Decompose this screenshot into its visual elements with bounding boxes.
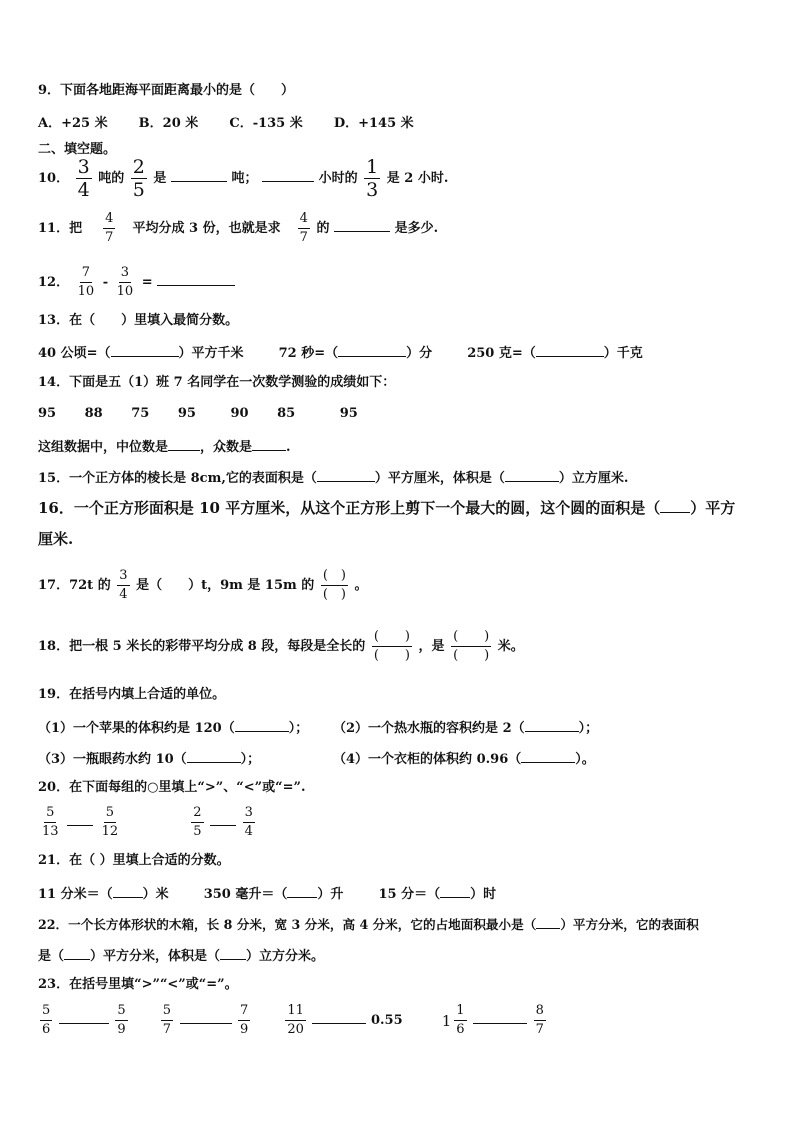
q23-decimal: 0.55 bbox=[370, 1013, 403, 1028]
q20-blank-2[interactable] bbox=[210, 811, 236, 826]
q10-blank-1[interactable] bbox=[171, 167, 227, 182]
q12-fraction-1: $\frac{7}{10}$ bbox=[77, 265, 95, 299]
q13-blank-2[interactable] bbox=[338, 342, 406, 357]
q23-fraction-d: $\frac{7}{9}$ bbox=[240, 1003, 249, 1037]
q11-fraction-2: $\frac{4}{7}$ bbox=[299, 211, 308, 245]
q23-fraction-e: $\frac{11}{20}$ bbox=[287, 1003, 304, 1037]
q11-blank[interactable] bbox=[334, 217, 390, 232]
q20-fraction-b: $\frac{5}{12}$ bbox=[101, 805, 119, 839]
q15: 15．一个正方体的棱长是 8cm,它的表面积是（ ）平方厘米，体积是（ ）立方厘米. bbox=[38, 467, 628, 488]
q19-stem: 19．在括号内填上合适的单位。 bbox=[38, 687, 226, 702]
q11-fraction-1: $\frac{4}{7}$ bbox=[105, 211, 114, 245]
q23-blank-3[interactable] bbox=[312, 1009, 366, 1024]
q13-blank-1[interactable] bbox=[111, 342, 179, 357]
q22-blank-1[interactable] bbox=[536, 914, 560, 929]
q18: 18．把一根 5 米长的彩带平均分成 8 段，每段是全长的 $\frac{( )}{( )}$ ，是 $\frac{( )}{( )}$ 米。 bbox=[38, 629, 524, 663]
q20-blank-1[interactable] bbox=[67, 811, 93, 826]
score: 95 bbox=[177, 406, 196, 421]
q9-stem: 9．下面各地距海平面距离最小的是（ ） bbox=[38, 83, 295, 98]
q13-items: 40 公顷=（ ）平方千米 72 秒=（ ）分 250 克=（ ）千克 bbox=[38, 342, 643, 363]
q21-blank-3[interactable] bbox=[440, 883, 470, 898]
q21-stem: 21．在（ ）里填上合适的分数。 bbox=[38, 853, 230, 868]
q11: 11．把 $\frac{4}{7}$ 平均分成 3 份，也就是求 $\frac{4}{7}$ 的 是多少. bbox=[38, 211, 439, 245]
q13-blank-3[interactable] bbox=[536, 342, 604, 357]
q19-item-2: （2）一个热水瓶的容积约是 2（ ）； bbox=[333, 717, 598, 738]
q21-items: 11 分米＝（ ）米 350 毫升＝（ ）升 15 分＝（ ）时 bbox=[38, 883, 496, 904]
q20-stem: 20．在下面每组的○里填上“>”、“<”或“=”. bbox=[38, 780, 306, 795]
q16-line-1: 16．一个正方形面积是 10 平方厘米，从这个正方形上剪下一个最大的圆，这个圆的面积是（ ）平方 bbox=[38, 499, 736, 517]
q20-fraction-d: $\frac{3}{4}$ bbox=[244, 805, 253, 839]
score: 75 bbox=[131, 406, 150, 421]
q12-fraction-2: $\frac{3}{10}$ bbox=[116, 265, 134, 299]
q23-blank-4[interactable] bbox=[473, 1009, 527, 1024]
score: 95 bbox=[38, 406, 57, 421]
score: 85 bbox=[277, 406, 296, 421]
q9-option-a: A．+25 米 bbox=[38, 116, 108, 131]
q10: 10． $\frac{3}{4}$ 吨的 $\frac{2}{5}$ 是 吨； 小时的 $\frac{1}{3}$ 是 2 小时. bbox=[38, 156, 449, 201]
q9-options bbox=[38, 115, 414, 133]
q19-blank-1[interactable] bbox=[235, 717, 289, 732]
q23-blank-1[interactable] bbox=[59, 1009, 109, 1024]
q18-answer-fraction-2[interactable]: $\frac{( )}{( )}$ bbox=[453, 629, 490, 663]
q12-blank[interactable] bbox=[157, 271, 235, 286]
q20-fraction-c: $\frac{2}{5}$ bbox=[193, 805, 202, 839]
score: 88 bbox=[84, 406, 103, 421]
q21-blank-1[interactable] bbox=[113, 883, 143, 898]
q16-line-2: 厘米. bbox=[38, 530, 74, 548]
q17-answer-fraction[interactable]: $\frac{( )}{( )}$ bbox=[322, 568, 346, 602]
q19-blank-4[interactable] bbox=[521, 748, 575, 763]
q17: 17．72t 的 $\frac{3}{4}$ 是（ ）t，9m 是 15m 的 $\frac{( )}{( )}$ 。 bbox=[38, 568, 368, 602]
q14-question: 这组数据中，中位数是 ，众数是 . bbox=[38, 436, 291, 457]
q10-number: 10． bbox=[38, 171, 70, 186]
q10-fraction-3: $\frac{1}{3}$ bbox=[366, 156, 379, 201]
q23-stem: 23．在括号里填“>”“<”或“=”。 bbox=[38, 977, 238, 992]
q20-comparisons bbox=[38, 804, 257, 841]
q17-fraction: $\frac{3}{4}$ bbox=[119, 568, 128, 602]
q16-blank[interactable] bbox=[660, 498, 690, 513]
q10-blank-2[interactable] bbox=[262, 167, 314, 182]
q23-mixed-number: 1 $\frac{1}{6}$ bbox=[441, 1003, 465, 1037]
q14-stem: 14．下面是五（1）班 7 名同学在一次数学测验的成绩如下： bbox=[38, 375, 396, 390]
q22-line-2: 是（ ）平方分米，体积是（ ）立方分米。 bbox=[38, 945, 324, 966]
q13-stem: 13．在（ ）里填入最简分数。 bbox=[38, 313, 239, 328]
q9-option-b: B．20 米 bbox=[138, 116, 199, 131]
q23-fraction-c: $\frac{5}{7}$ bbox=[162, 1003, 171, 1037]
q22-line-1: 22．一个长方体形状的木箱，长 8 分米，宽 3 分米，高 4 分米，它的占地面积最小是（ ）平方分米，它的表面积 bbox=[38, 914, 699, 934]
q23-fraction-b: $\frac{5}{9}$ bbox=[117, 1003, 126, 1037]
score: 95 bbox=[339, 406, 358, 421]
q21-blank-2[interactable] bbox=[287, 883, 317, 898]
section-title: 二、填空题。 bbox=[38, 142, 117, 157]
q23-blank-2[interactable] bbox=[180, 1009, 232, 1024]
q22-blank-3[interactable] bbox=[220, 945, 246, 960]
q19-blank-2[interactable] bbox=[525, 717, 579, 732]
q15-blank-2[interactable] bbox=[505, 467, 559, 482]
q23-fraction-g: $\frac{8}{7}$ bbox=[535, 1003, 544, 1037]
q14-scores bbox=[38, 405, 358, 423]
q19-item-4: （4）一个衣柜的体积约 0.96（ ）。 bbox=[333, 748, 595, 769]
q19-blank-3[interactable] bbox=[187, 748, 241, 763]
q20-fraction-a: $\frac{5}{13}$ bbox=[42, 805, 59, 839]
q19-item-3: （3）一瓶眼药水约 10（ ）； bbox=[38, 748, 260, 769]
q23-comparisons bbox=[38, 1002, 548, 1039]
q22-blank-2[interactable] bbox=[64, 945, 90, 960]
q18-answer-fraction-1[interactable]: $\frac{( )}{( )}$ bbox=[373, 629, 410, 663]
q10-fraction-1: $\frac{3}{4}$ bbox=[77, 156, 90, 201]
q12: 12． $\frac{7}{10}$ - $\frac{3}{10}$ = bbox=[38, 264, 235, 301]
q19-item-1: （1）一个苹果的体积约是 120（ ）； bbox=[38, 717, 308, 738]
q9-option-d: D．+145 米 bbox=[333, 116, 414, 131]
q14-blank-median[interactable] bbox=[168, 436, 200, 451]
q15-blank-1[interactable] bbox=[317, 467, 375, 482]
q14-blank-mode[interactable] bbox=[252, 436, 286, 451]
q9-option-c: C．-135 米 bbox=[229, 116, 303, 131]
q23-fraction-a: $\frac{5}{6}$ bbox=[42, 1003, 51, 1037]
score: 90 bbox=[230, 406, 249, 421]
q10-fraction-2: $\frac{2}{5}$ bbox=[132, 156, 145, 201]
